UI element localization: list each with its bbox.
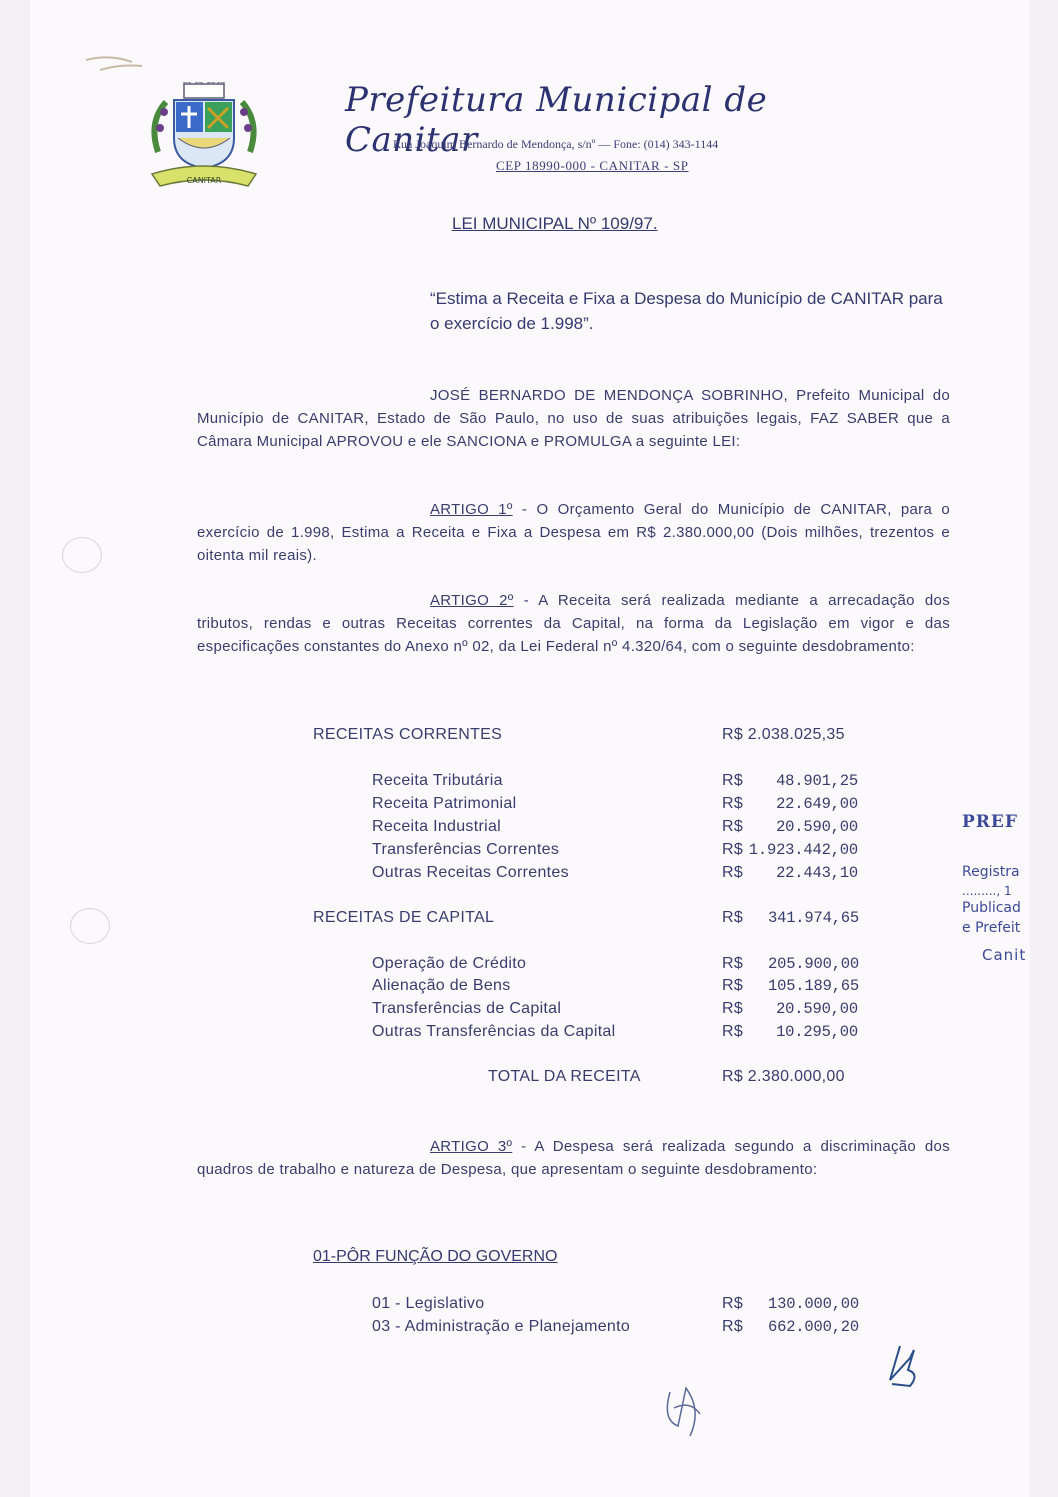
revenue-item-value: 20.590,00 [776, 818, 858, 836]
municipal-crest-icon [148, 82, 260, 200]
header-cep: CEP 18990-000 - CANITAR - SP [496, 158, 689, 173]
revenue-item-label: Operação de Crédito [372, 955, 527, 972]
currency-symbol: R$ [722, 818, 744, 835]
currency-symbol: R$ [722, 977, 744, 994]
currency-symbol: R$ [722, 909, 744, 926]
currency-symbol: R$ [722, 864, 744, 881]
header-address: Rua Joaquim Bernardo de Mendonça, s/nº — Fone: (014) 343-1144 [393, 137, 719, 151]
currency-symbol: R$ [722, 955, 744, 972]
punch-hole [62, 537, 102, 573]
stamp-line: Publicad [962, 900, 1021, 916]
revenue-item-label: Receita Industrial [372, 818, 502, 835]
header-title: Prefeitura Municipal de Canitar [345, 80, 768, 160]
currency-symbol: R$ [722, 795, 744, 812]
revenue-group-total: 341.974,65 [768, 909, 860, 927]
article-3-text: - A Despesa será realizada segundo a discriminação dos quadros de trabalho e natureza de Despesa, que apresentam o seguinte desdobramento: [197, 1138, 950, 1178]
currency-symbol: R$ [722, 1295, 744, 1312]
stamp-line: Canit [982, 946, 1027, 964]
stamp-title: PREF [962, 812, 1018, 832]
expense-item-value: 662.000,20 [768, 1318, 860, 1336]
stamp-line: ........., 1 [962, 884, 1012, 898]
revenue-item-label: Alienação de Bens [372, 977, 511, 994]
revenue-item-label: Transferências de Capital [372, 1000, 562, 1017]
revenue-item-value: 1.923.442,00 [748, 841, 858, 859]
revenue-item-label: Receita Patrimonial [372, 795, 517, 812]
expense-item-label: 01 - Legislativo [372, 1295, 485, 1312]
expense-item-value: 130.000,00 [768, 1295, 860, 1313]
crest-label: CANITAR [186, 176, 222, 185]
revenue-item-value: 20.590,00 [776, 1000, 858, 1018]
revenue-item-value: 105.189,65 [768, 977, 860, 995]
revenue-group-total: R$ 2.038.025,35 [722, 726, 845, 743]
revenue-total-value: R$ 2.380.000,00 [722, 1068, 845, 1085]
currency-symbol: R$ [722, 841, 744, 858]
law-summary: “Estima a Receita e Fixa a Despesa do Município de CANITAR para o exercício de 1.998”. [430, 289, 943, 333]
law-title: LEI MUNICIPAL Nº 109/97. [452, 214, 658, 233]
article-1 [197, 498, 950, 567]
currency-symbol: R$ [722, 1318, 744, 1335]
revenue-total-label: TOTAL DA RECEITA [488, 1068, 641, 1085]
preamble-text: JOSÉ BERNARDO DE MENDONÇA SOBRINHO, Prefeito Municipal do Município de CANITAR, Estado de São Paulo, no uso de suas atribuições legais, FAZ SABER que a Câmara Municipal APROVOU e ele SANCIONA e PROMULGA a seguinte LEI: [197, 387, 950, 450]
article-3 [197, 1135, 950, 1181]
currency-symbol: R$ [722, 1023, 744, 1040]
expense-section-title: 01-PÔR FUNÇÃO DO GOVERNO [313, 1248, 558, 1265]
expense-item-label: 03 - Administração e Planejamento [372, 1318, 631, 1335]
initials-signature-icon [880, 1340, 930, 1392]
revenue-group-label: RECEITAS CORRENTES [313, 726, 503, 743]
revenue-group-label: RECEITAS DE CAPITAL [313, 909, 495, 926]
initials-signature-icon [660, 1380, 710, 1442]
article-2-text: - A Receita será realizada mediante a arrecadação dos tributos, rendas e outras Receitas correntes da Capital, na forma da Legislação em vigor e das especificações constantes do Anexo nº 02, da Lei Federal nº 4.320/64, com o seguinte desdobramento: [197, 592, 950, 655]
article-2 [197, 589, 950, 658]
punch-hole [70, 908, 110, 944]
revenue-item-value: 10.295,00 [776, 1023, 858, 1041]
article-3-label: ARTIGO 3º [430, 1138, 513, 1155]
revenue-item-label: Transferências Correntes [372, 841, 560, 858]
revenue-item-value: 22.649,00 [776, 795, 858, 813]
revenue-item-value: 48.901,25 [776, 772, 858, 790]
article-2-label: ARTIGO 2º [430, 592, 514, 609]
preamble [197, 384, 950, 453]
article-1-label: ARTIGO 1º [430, 501, 513, 518]
revenue-item-label: Outras Transferências da Capital [372, 1023, 616, 1040]
revenue-item-value: 205.900,00 [768, 955, 860, 973]
registration-stamp [962, 812, 1030, 964]
article-1-text: - O Orçamento Geral do Município de CANITAR, para o exercício de 1.998, Estima a Receita e Fixa a Despesa em R$ 2.380.000,00 (Dois milhões, trezentos e oitenta mil reais). [197, 501, 950, 564]
revenue-item-label: Outras Receitas Correntes [372, 864, 569, 881]
scan-mark-icon [80, 50, 160, 80]
revenue-item-label: Receita Tributária [372, 772, 503, 789]
revenue-item-value: 22.443,10 [776, 864, 858, 882]
currency-symbol: R$ [722, 1000, 744, 1017]
currency-symbol: R$ [722, 772, 744, 789]
stamp-line: Registra [962, 864, 1020, 880]
stamp-line: e Prefeit [962, 920, 1021, 936]
